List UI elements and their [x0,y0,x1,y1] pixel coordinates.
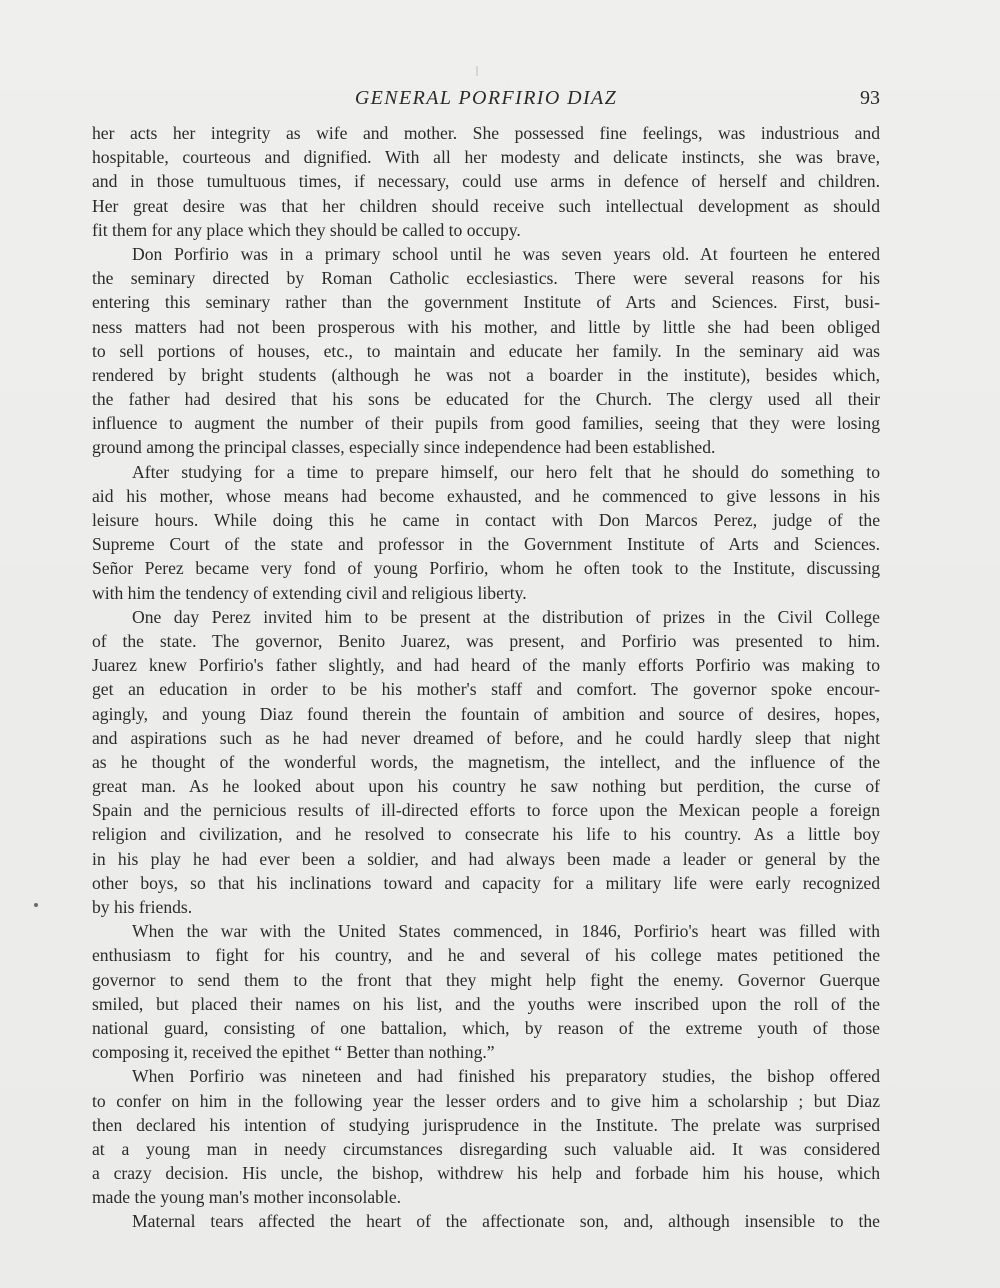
text-line: ness matters had not been prosperous with his mother, and little by little she had been obliged [92,316,880,337]
text-line: ground among the principal classes, especially since independence had been established. [92,437,716,458]
text-line: hospitable, courteous and dignified. With all her modesty and delicate instincts, she was brave, [92,147,880,168]
text-line: rendered by bright students (although he was not a boarder in the institute), besides which, [92,364,880,385]
text-line: and aspirations such as he had never dreamed of before, and he could hardly sleep that night [92,727,880,748]
ink-speck [34,903,38,907]
text-line: the seminary directed by Roman Catholic ecclesiastics. There were several reasons for his [92,268,880,289]
text-line: national guard, consisting of one battalion, which, by reason of the extreme youth of those [92,1017,880,1038]
text-line: Juarez knew Porfirio's father slightly, and had heard of the manly efforts Porfirio was making to [92,655,880,676]
page-number: 93 [860,87,880,109]
text-line: other boys, so that his inclinations toward and capacity for a military life were early recognized [92,872,880,893]
running-head [92,84,880,112]
text-line: leisure hours. While doing this he came in contact with Don Marcos Perez, judge of the [92,510,880,530]
text-line: then declared his intention of studying jurisprudence in the Institute. The prelate was surprised [92,1114,880,1135]
text-line: fit them for any place which they should be called to occupy. [92,219,521,240]
text-line: a crazy decision. His uncle, the bishop, withdrew his help and forbade him his house, which [92,1163,880,1184]
text-line: smiled, but placed their names on his list, and the youths were inscribed upon the roll of the [92,993,880,1014]
text-line: After studying for a time to prepare himself, our hero felt that he should do something to [132,461,880,482]
text-line: in his play he had ever been a soldier, and had always been made a leader or general by the [92,848,880,869]
text-line: Spain and the pernicious results of ill-directed efforts to force upon the Mexican people a foreign [92,800,880,821]
text-line: Señor Perez became very fond of young Porfirio, whom he often took to the Institute, discussing [92,558,880,579]
text-line: When the war with the United States commenced, in 1846, Porfirio's heart was filled with [132,921,880,942]
text-line: religion and civilization, and he resolved to consecrate his life to his country. As a little boy [92,824,880,845]
text-line: at a young man in needy circumstances disregarding such valuable aid. It was considered [92,1138,880,1159]
body-text [92,121,880,1234]
text-line: enthusiasm to fight for his country, and he and several of his college mates petitioned the [92,945,880,966]
text-line: governor to send them to the front that they might help fight the enemy. Governor Guerque [92,969,880,990]
text-line: entering this seminary rather than the government Institute of Arts and Sciences. First, busi- [92,292,880,313]
text-line: with him the tendency of extending civil and religious liberty. [92,582,527,603]
text-line: influence to augment the number of their pupils from good families, seeing that they were losing [92,413,880,434]
text-line: When Porfirio was nineteen and had finished his preparatory studies, the bishop offered [132,1066,880,1087]
text-line: by his friends. [92,897,193,917]
text-line: Her great desire was that her children should receive such intellectual development as should [92,195,880,216]
text-line: to sell portions of houses, etc., to maintain and educate her family. In the seminary aid was [92,340,880,361]
text-line: composing it, received the epithet “ Better than nothing.” [92,1042,495,1063]
text-line: One day Perez invited him to be present at the distribution of prizes in the Civil College [132,606,880,627]
text-line: the father had desired that his sons be educated for the Church. The clergy used all their [92,389,880,410]
text-line: Don Porfirio was in a primary school until he was seven years old. At fourteen he entered [132,243,880,264]
text-line: to confer on him in the following year the lesser orders and to give him a scholarship ; but Diaz [92,1090,880,1111]
text-line: great man. As he looked about upon his country he saw nothing but perdition, the curse of [92,776,880,797]
text-line: agingly, and young Diaz found therein the fountain of ambition and source of desires, hopes, [92,703,880,724]
text-line: Maternal tears affected the heart of the affectionate son, and, although insensible to the [132,1211,880,1232]
text-line: her acts her integrity as wife and mother. She possessed fine feelings, was industrious and [92,123,880,143]
running-title: GENERAL PORFIRIO DIAZ [354,87,618,109]
text-line: Supreme Court of the state and professor in the Government Institute of Arts and Sciences. [92,534,880,555]
text-line: get an education in order to be his mother's staff and comfort. The governor spoke encour- [92,679,880,700]
paper-mark [476,66,478,76]
text-line: aid his mother, whose means had become exhausted, and he commenced to give lessons in his [92,485,880,506]
text-line: as he thought of the wonderful words, the magnetism, the intellect, and the influence of the [92,751,880,772]
text-line: of the state. The governor, Benito Juarez, was present, and Porfirio was presented to him. [92,630,880,651]
text-line: made the young man's mother inconsolable. [92,1187,402,1208]
text-line: and in those tumultuous times, if necessary, could use arms in defence of herself and children. [92,171,880,192]
